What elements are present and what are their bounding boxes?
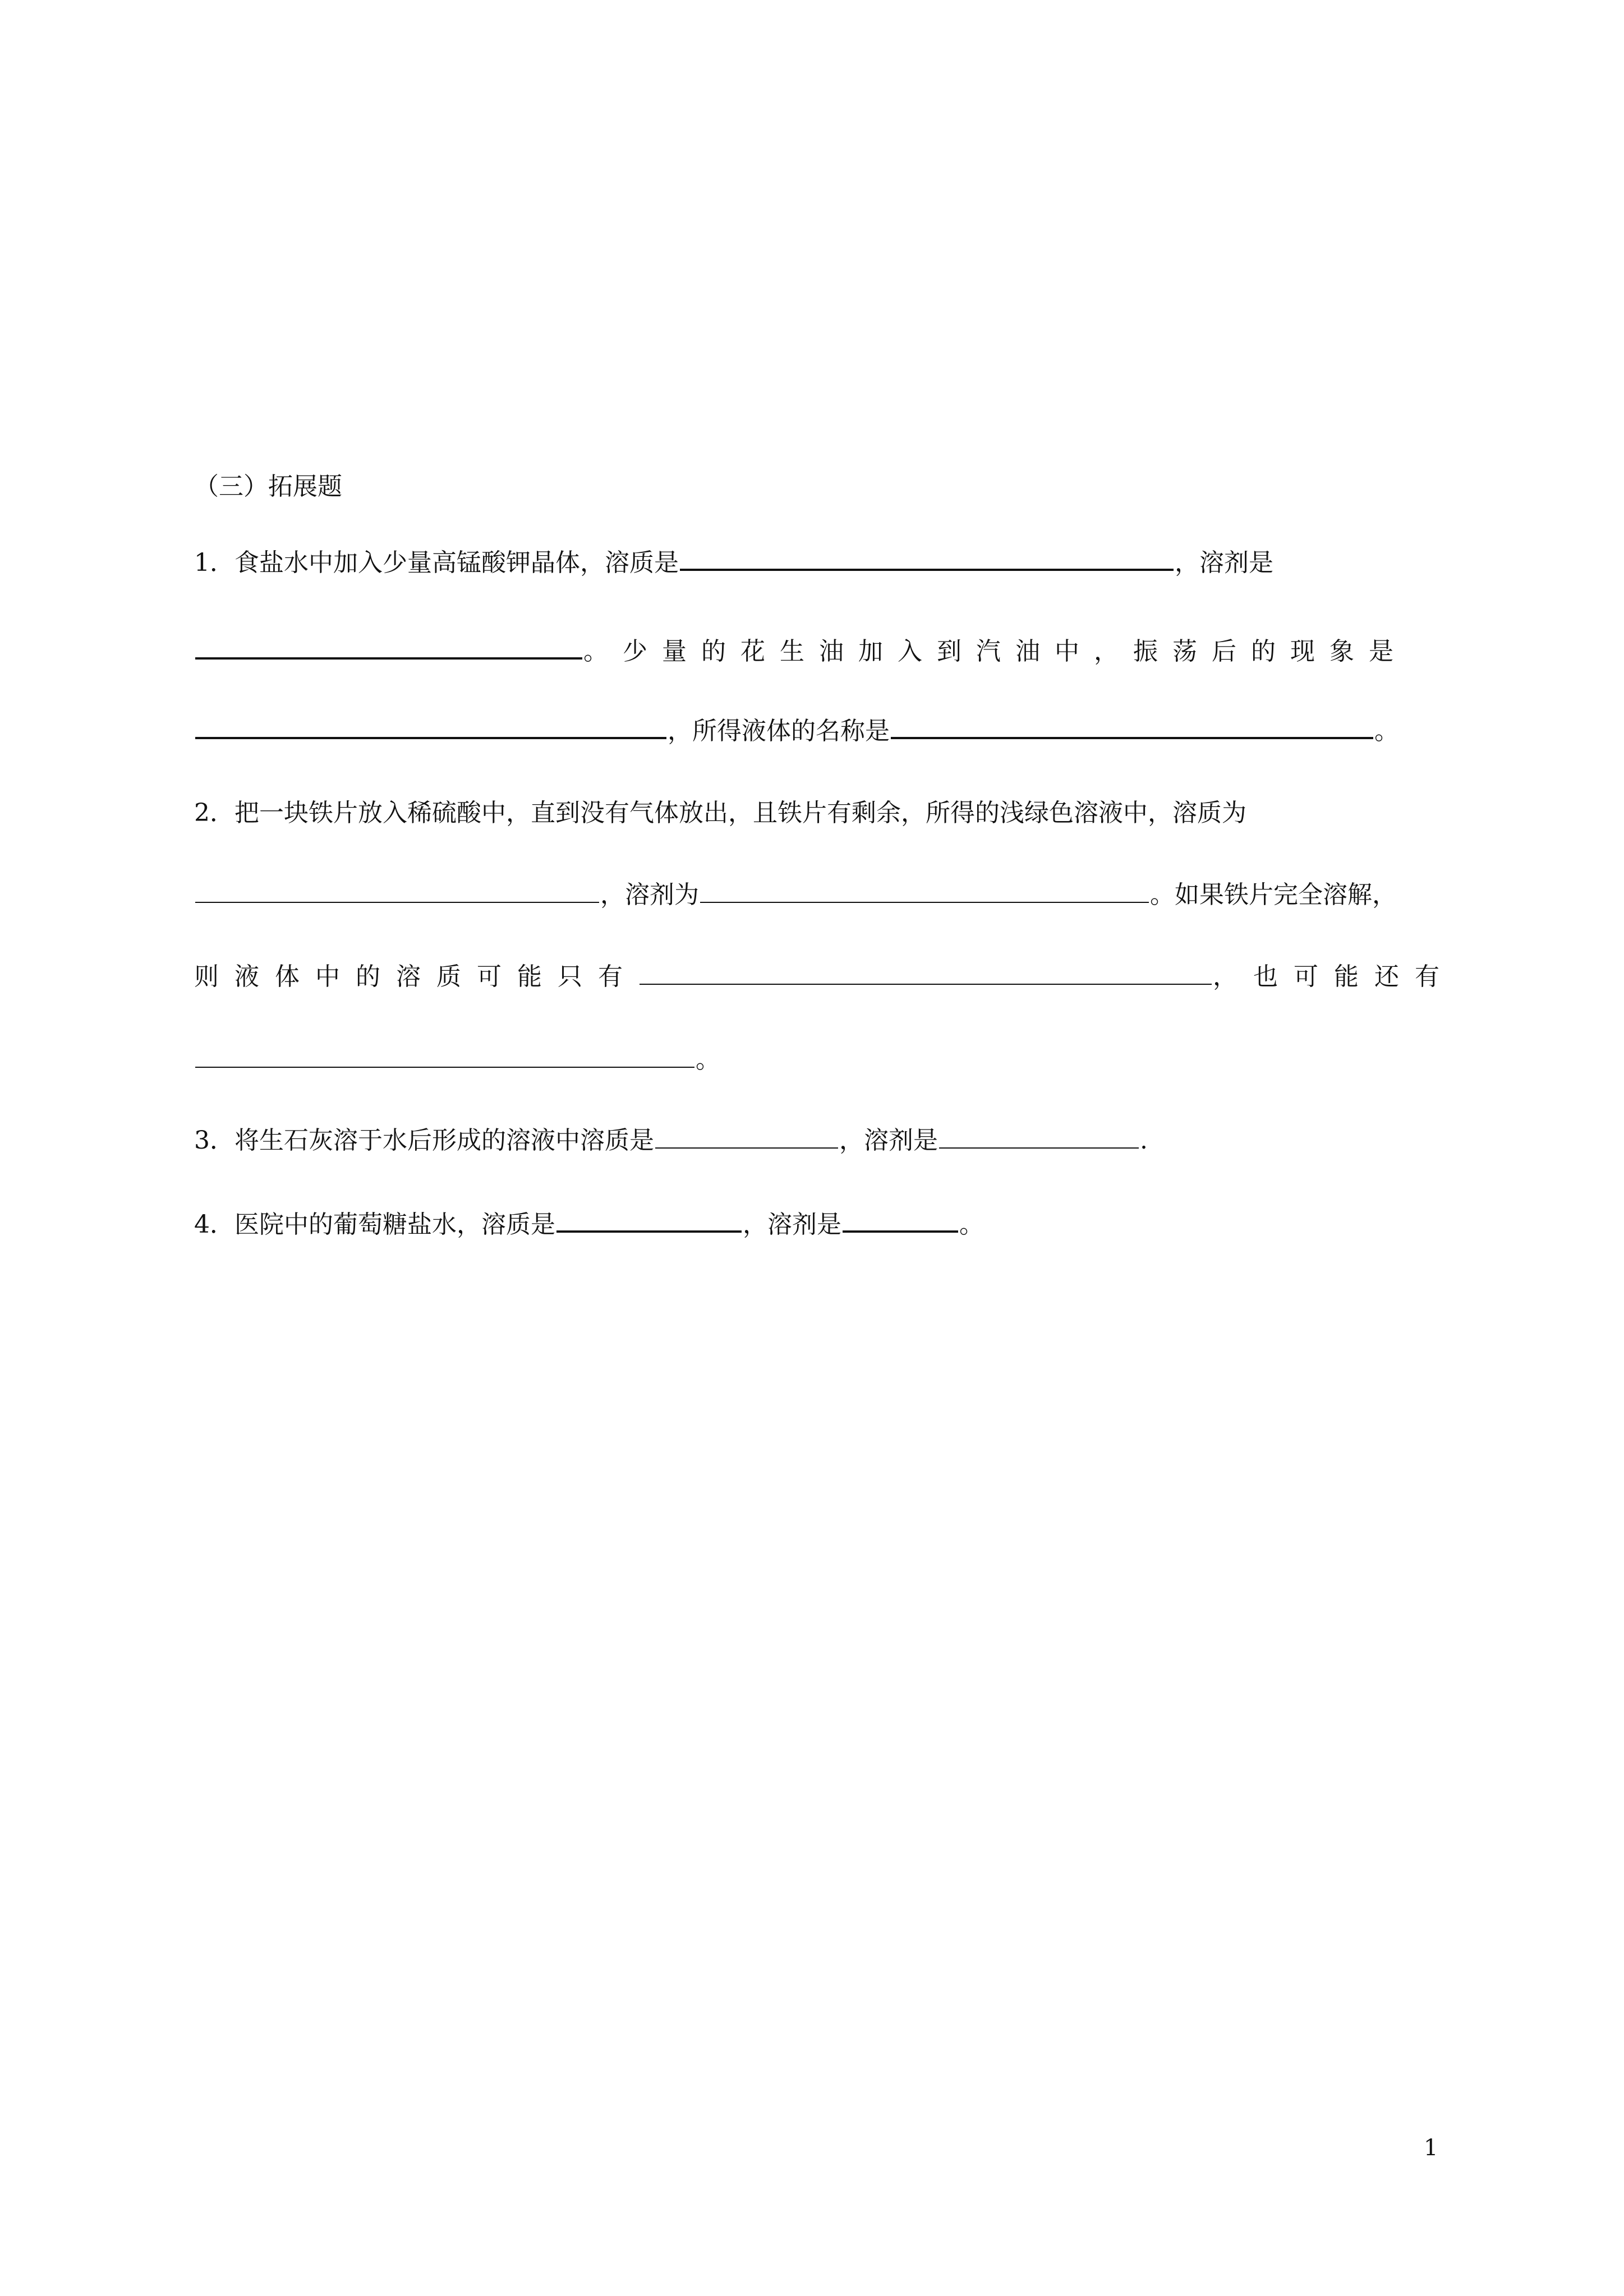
q1-suffix: ，溶剂是 bbox=[1175, 548, 1273, 577]
q2-line3-prefix: 则液体中的溶质可能只有 bbox=[194, 962, 638, 991]
q1-line2-text: 。少量的花生油加入到汽油中，振荡后的现象是 bbox=[583, 637, 1408, 666]
q1-solvent-blank[interactable] bbox=[195, 633, 582, 660]
q4-end: 。 bbox=[959, 1210, 984, 1239]
q2-line3-suffix: ，也可能还有 bbox=[1213, 962, 1455, 991]
page-number: 1 bbox=[1424, 2135, 1438, 2161]
q4-mid: ，溶剂是 bbox=[743, 1210, 841, 1239]
q1-line3-mid: ，所得液体的名称是 bbox=[668, 717, 890, 745]
q1-line-3 bbox=[194, 712, 1399, 748]
q2-line-1: 2．把一块铁片放入稀硫酸中，直到没有气体放出，且铁片有剩余，所得的浅绿色溶液中，溶质为 bbox=[194, 799, 1246, 827]
q1-liquid-name-blank[interactable] bbox=[891, 712, 1373, 739]
q4-solute-blank[interactable] bbox=[556, 1206, 742, 1233]
q2-solvent-blank[interactable] bbox=[700, 877, 1149, 903]
q3-mid: ，溶剂是 bbox=[839, 1126, 938, 1155]
q1-line-1 bbox=[194, 544, 1273, 580]
section-heading: （三）拓展题 bbox=[194, 472, 342, 501]
q2-also-solute-blank[interactable] bbox=[195, 1042, 694, 1068]
q1-prefix: 1．食盐水中加入少量高锰酸钾晶体，溶质是 bbox=[194, 548, 679, 577]
q2-only-solute-blank[interactable] bbox=[640, 959, 1212, 985]
q2-line4-end: 。 bbox=[696, 1045, 720, 1074]
q2-solute-blank[interactable] bbox=[195, 877, 599, 903]
q2-line-3 bbox=[194, 959, 1455, 994]
q2-line2-end: 。如果铁片完全溶解， bbox=[1150, 880, 1397, 909]
q3-end: . bbox=[1140, 1126, 1148, 1155]
q2-line-2 bbox=[194, 877, 1397, 912]
q2-line-4 bbox=[194, 1042, 720, 1077]
q1-line3-end: 。 bbox=[1374, 717, 1399, 745]
q3-solvent-blank[interactable] bbox=[939, 1123, 1139, 1149]
q1-line-2 bbox=[194, 633, 1408, 668]
q1-solute-blank[interactable] bbox=[680, 544, 1174, 571]
q3-prefix: 3．将生石灰溶于水后形成的溶液中溶质是 bbox=[194, 1126, 654, 1155]
q4-solvent-blank[interactable] bbox=[843, 1206, 958, 1233]
q4-line bbox=[194, 1206, 984, 1242]
q3-solute-blank[interactable] bbox=[655, 1123, 838, 1149]
q2-line2-mid: ，溶剂为 bbox=[600, 880, 699, 909]
q3-line bbox=[194, 1123, 1148, 1158]
q1-phenomenon-blank[interactable] bbox=[195, 712, 666, 739]
q4-prefix: 4．医院中的葡萄糖盐水，溶质是 bbox=[194, 1210, 555, 1239]
